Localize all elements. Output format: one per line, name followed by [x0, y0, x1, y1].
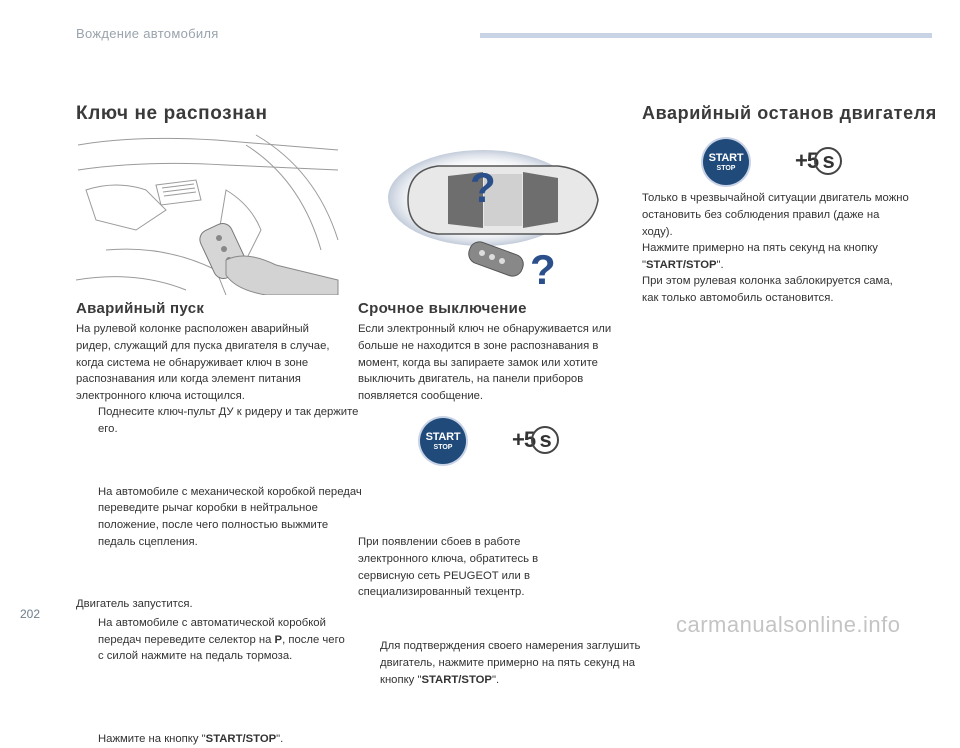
list-item: [76, 484, 368, 551]
plus-five-seconds-icon: [512, 426, 559, 454]
plus-five-text: +5: [795, 148, 819, 173]
list-item-text: На автомобиле с механической коробкой передач переведите рычаг коробки в нейтральное положение, после чего полностью выжмите педаль сцепления.: [98, 485, 362, 548]
header-bar: [480, 33, 932, 38]
shutdown-text-part: Нажмите примерно на пять секунд на кнопку ": [642, 242, 878, 271]
start-stop-button-icon: [703, 139, 749, 185]
start-stop-button-icon: [420, 418, 466, 464]
shutdown-text-2: [642, 240, 912, 274]
subtitle-emergency-start: Аварийный пуск: [76, 300, 205, 317]
gear-p-label: P: [274, 633, 283, 646]
list-item-text: ".: [491, 673, 500, 686]
list-item-text: На автомобиле с автоматической коробкой передач переведите селектор на: [98, 616, 326, 646]
start-stop-label: START/STOP: [421, 673, 492, 686]
list-item: [358, 638, 652, 688]
start-stop-label: START/STOP: [205, 733, 277, 746]
list-item-text: , после чего с силой нажмите на педаль тормоза.: [98, 633, 345, 663]
plus-five-seconds-icon: [795, 147, 842, 175]
start-stop-label: START/STOP: [646, 258, 717, 271]
seconds-circle: s: [814, 147, 842, 175]
section-title: Вождение автомобиля: [76, 26, 219, 41]
stop-label: STOP: [433, 444, 453, 451]
shutdown-text-3: При этом рулевая колонка заблокируется сама, как только автомобиль остановится.: [642, 275, 893, 304]
page-number: 202: [20, 607, 41, 621]
watermark: carmanualsonline.info: [676, 612, 901, 637]
start-label: START: [708, 152, 744, 164]
title-emergency-shutdown: Аварийный останов двигателя: [642, 103, 937, 123]
list-item-text: Нажмите на кнопку ": [98, 733, 206, 746]
list-item: [76, 731, 368, 748]
shutdown-text-1: Только в чрезвычайной ситуации двигатель можно остановить без соблюдения правил (даже на ходу).: [642, 192, 909, 238]
list-item-text: Поднесите ключ-пульт ДУ к ридеру и так держите его.: [98, 406, 359, 435]
stop-label: STOP: [716, 165, 736, 172]
question-mark-icon: ?: [530, 246, 556, 293]
plus-five-text: +5: [512, 427, 536, 452]
service-note: При появлении сбоев в работе электронного ключа, обратитесь в сервисную сеть PEUGEOT или в специализированный техцентр.: [358, 536, 539, 599]
emergency-stop-intro: Если электронный ключ не обнаруживается или больше не находится в зоне распознавания в момент, когда вы запираете замок или хотите выключить двигатель, на панели приборов появляется сообщение.: [358, 323, 612, 403]
seconds-circle: s: [531, 426, 559, 454]
list-item-text: Для подтверждения своего намерения заглушить двигатель, нажмите примерно на пять секунд на кнопку ": [380, 639, 641, 686]
page-title: Ключ не распознан: [76, 103, 268, 124]
start-label: START: [425, 431, 461, 443]
list-item-text: ".: [276, 733, 284, 746]
list-item: [76, 404, 362, 438]
shutdown-text-part: ".: [716, 258, 724, 271]
engine-start-result: Двигатель запустится.: [76, 598, 193, 610]
question-mark-icon: ?: [470, 164, 496, 211]
emergency-start-intro: На рулевой колонке расположен аварийный ридер, служащий для пуска двигателя в случае, когда система не обнаруживает ключ в зоне распознавания или когда элемент питания электронного ключа истощился.: [76, 323, 330, 403]
car-topview-illustration: [388, 150, 618, 290]
steering-column-illustration: [76, 130, 340, 295]
subtitle-emergency-stop: Срочное выключение: [358, 300, 527, 317]
